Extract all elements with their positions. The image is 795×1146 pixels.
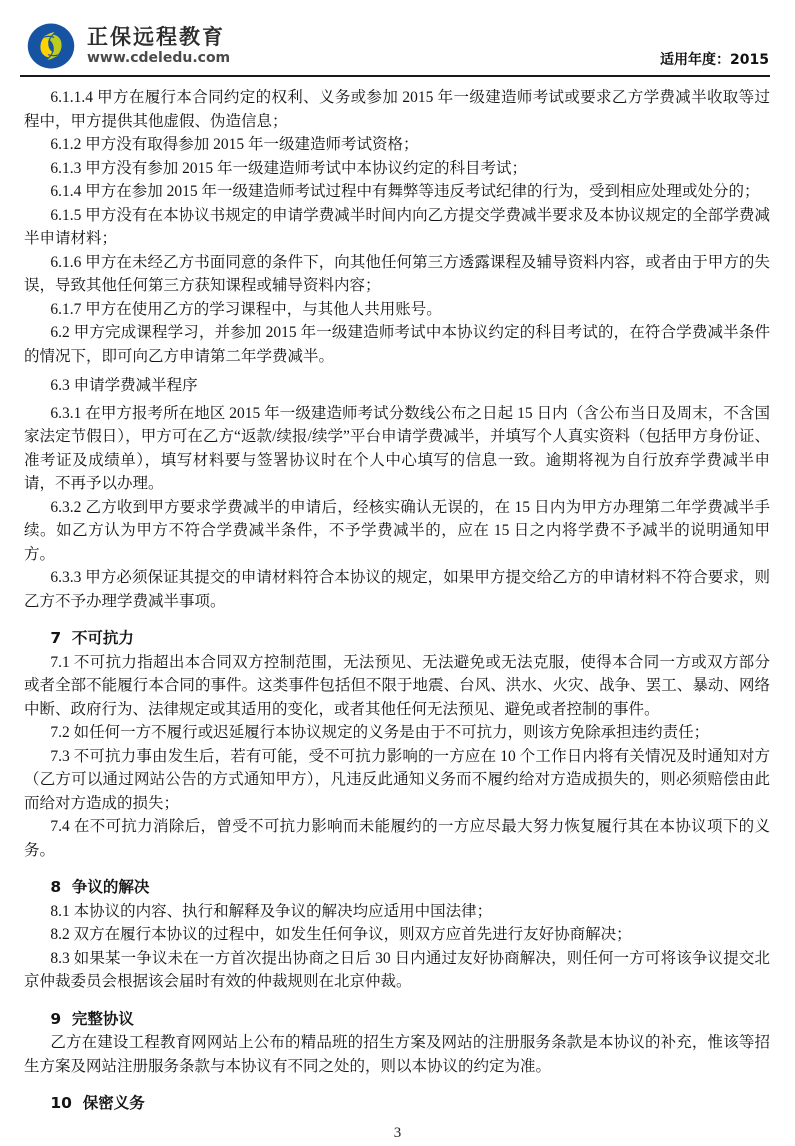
paragraph: 8.2 双方在履行本协议的过程中，如发生任何争议，则双方应首先进行友好协商解决； <box>50 926 632 943</box>
paragraph: 6.3.2 乙方收到甲方要求学费减半的申请后，经核实确认无误的，在 15 日内为甲方办理第二年学费减半手续。如乙方认为甲方不符合学费减半条件，不予学费减半的，应在 15 日之内将学费不予减半的说明通知甲方。 <box>24 498 770 563</box>
paragraph: 6.3.3 甲方必须保证其提交的申请材料符合本协议的规定，如果甲方提交给乙方的申请材料不符合要求，则乙方不予办理学费减半事项。 <box>24 569 770 610</box>
page-footer <box>0 1125 795 1142</box>
brand-name: 正保远程教育 <box>87 25 225 50</box>
paragraph: 6.3 申请学费减半程序 <box>50 377 198 394</box>
page-number: 3 <box>393 1125 402 1141</box>
paragraph: 6.1.2 甲方没有取得参加 2015 年一级建造师考试资格； <box>50 136 419 153</box>
paragraph: 6.1.3 甲方没有参加 2015 年一级建造师考试中本协议约定的科目考试； <box>50 159 527 177</box>
brand <box>26 22 230 70</box>
paragraph: 7.1 不可抗力指超出本合同双方控制范围，无法预见、无法避免或无法克服，使得本合同一方或双方部分或者全部不能履行本合同的事件。这类事件包括但不限于地震、台风、洪水、火灾、战争、罢工、暴动、网络中断、政府行为、法律规定或其适用的变化，或者其他任何无法预见、避免或者控制的事件。 <box>24 653 770 718</box>
section-heading: 9 完整协议 <box>50 1009 134 1028</box>
paragraph: 6.2 甲方完成课程学习，并参加 2015 年一级建造师考试中本协议约定的科目考试的，在符合学费减半条件的情况下，即可向乙方申请第二年学费减半。 <box>24 324 770 365</box>
brand-text <box>87 26 230 66</box>
paragraph: 6.1.1.4 甲方在履行本合同约定的权利、义务或参加 2015 年一级建造师考试或要求乙方学费减半收取等过程中，甲方提供其他虚假、伪造信息； <box>24 89 770 130</box>
applicable-year-label: 适用年度：2015 <box>660 52 769 68</box>
paragraph: 6.1.5 甲方没有在本协议书规定的申请学费减半时间内向乙方提交学费减半要求及本协议规定的全部学费减半申请材料； <box>24 206 770 247</box>
swirl-globe-icon <box>26 22 76 70</box>
section-heading: 8 争议的解决 <box>50 878 150 896</box>
paragraph: 6.3.1 在甲方报考所在地区 2015 年一级建造师考试分数线公布之日起 15 日内（含公布当日及周末，不含国家法定节假日），甲方可在乙方“返款/续报/续学”平台申请学费减半，并填写个人真实资料（包括甲方身份证、准考证及成绩单），填写材料要与签署协议时在个人中心填写的信息一致。逾期将视为自行放弃学费减半申请，不再予以办理。 <box>24 404 770 492</box>
paragraph: 7.2 如任何一方不履行或迟延履行本协议规定的义务是由于不可抗力，则该方免除承担违约责任； <box>50 724 710 741</box>
paragraph: 6.1.6 甲方在未经乙方书面同意的条件下，向其他任何第三方透露课程及辅导资料内容，或者由于甲方的失误，导致其他任何第三方获知课程或辅导资料内容； <box>24 253 770 294</box>
paragraph: 7.4 在不可抗力消除后，曾受不可抗力影响而未能履约的一方应尽最大努力恢复履行其在本协议项下的义务。 <box>24 818 770 859</box>
section-heading: 7 不可抗力 <box>50 629 134 647</box>
document-body <box>0 77 795 1116</box>
paragraph: 8.1 本协议的内容、执行和解释及争议的解决均应适用中国法律； <box>50 902 493 920</box>
paragraph: 乙方在建设工程教育网网站上公布的精品班的招生方案及网站的注册服务条款是本协议的补充，惟该等招生方案及网站注册服务条款与本协议有不同之处的，则以本协议的约定为准。 <box>24 1034 770 1075</box>
paragraph: 6.1.4 甲方在参加 2015 年一级建造师考试过程中有舞弊等违反考试纪律的行为，受到相应处理或处分的； <box>50 183 760 200</box>
paragraph: 7.3 不可抗力事由发生后，若有可能，受不可抗力影响的一方应在 10 个工作日内将有关情况及时通知对方（乙方可以通过网站公告的方式通知甲方），凡违反此通知义务而不履约给对方造成损失的，则必须赔偿由此而给对方造成的损失； <box>24 747 770 812</box>
paragraph: 8.3 如果某一争议未在一方首次提出协商之日后 30 日内通过友好协商解决，则任何一方可将该争议提交北京仲裁委员会根据该会届时有效的仲裁规则在北京仲裁。 <box>24 949 770 990</box>
section-heading: 10 保密义务 <box>50 1094 145 1112</box>
paragraph: 6.1.7 甲方在使用乙方的学习课程中，与其他人共用账号。 <box>50 300 442 318</box>
page-header <box>0 0 795 73</box>
brand-website: www.cdeledu.com <box>87 50 231 67</box>
